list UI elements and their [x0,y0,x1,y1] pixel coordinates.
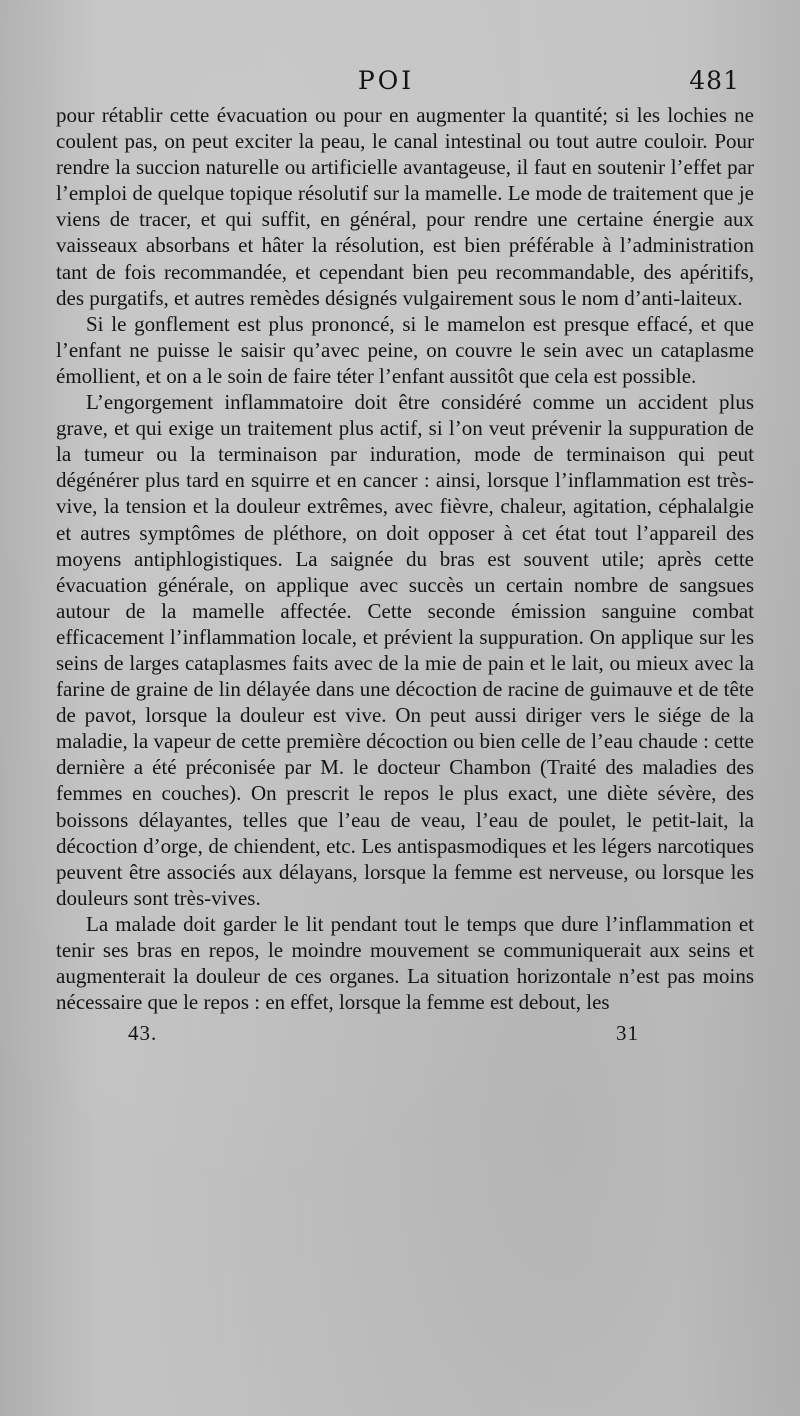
book-page [56,62,754,1051]
running-head: POI [357,66,415,95]
page-number: 481 [689,66,740,95]
paragraph: La malade doit garder le lit pendant tout le temps que dure l’inflammation et tenir ses bras en repos, le moindre mouvement se communiquerait aux seins et augmenterait la douleur de ces organes. La situation horizontale n’est pas moins nécessaire que le repos : en effet, lorsque la femme est debout, les [56,911,754,1015]
page-footer [56,1021,716,1051]
sheet-number: 31 [616,1021,639,1046]
signature-mark: 43. [128,1021,158,1046]
paragraph: pour rétablir cette évacuation ou pour en augmenter la quantité; si les lochies ne coulent pas, on peut exciter la peau, le canal intestinal ou tout autre couloir. Pour rendre la succion naturelle ou artificielle avantageuse, il faut en soutenir l’effet par l’emploi de quelque topique résolutif sur la mamelle. Le mode de traitement que je viens de tracer, et qui suffit, en général, pour rendre une certaine énergie aux vaisseaux absorbans et hâter la résolution, est bien préférable à l’administration tant de fois recommandée, et cependant bien peu recommandable, des apéritifs, des purgatifs, et autres remèdes désignés vulgairement sous le nom d’anti-laiteux. [56,103,754,310]
page-header [56,62,740,102]
paragraph: Si le gonflement est plus prononcé, si le mamelon est presque effacé, et que l’enfant ne puisse le saisir qu’avec peine, on couvre le sein avec un cataplasme émollient, et on a le soin de faire téter l’enfant aussitôt que cela est possible. [56,311,754,388]
paragraph: L’engorgement inflammatoire doit être considéré comme un accident plus grave, et qui exige un traitement plus actif, si l’on veut prévenir la suppuration de la tumeur ou la terminaison par induration, mode de terminaison qui peut dégénérer plus tard en squirre et en cancer : ainsi, lorsque l’inflammation est très-vive, la tension et la douleur extrêmes, avec fièvre, chaleur, agitation, céphalalgie et autres symptômes de pléthore, on doit opposer à cet état tout l’appareil des moyens antiphlogistiques. La saignée du bras est souvent utile; après cette évacuation générale, on applique avec succès un certain nombre de sangsues autour de la mamelle affectée. Cette seconde émission sanguine combat efficacement l’inflammation locale, et prévient la suppuration. On applique sur les seins de larges cataplasmes faits avec de la mie de pain et le lait, ou mieux avec la farine de graine de lin délayée dans une décoction de racine de guimauve et de tête de pavot, lorsque la douleur est vive. On peut aussi diriger vers le siége de la maladie, la vapeur de cette première décoction ou bien celle de l’eau chaude : cette dernière a été préconisée par M. le docteur Chambon (Traité des maladies des femmes en couches). On prescrit le repos le plus exact, une diète sévère, des boissons délayantes, telles que l’eau de veau, l’eau de poulet, le petit-lait, la décoction d’orge, de chiendent, etc. Les antispasmodiques et les légers narcotiques peuvent être associés aux délayans, lorsque la femme est nerveuse, ou lorsque les douleurs sont très-vives. [56,390,754,910]
body-text [56,102,754,1015]
